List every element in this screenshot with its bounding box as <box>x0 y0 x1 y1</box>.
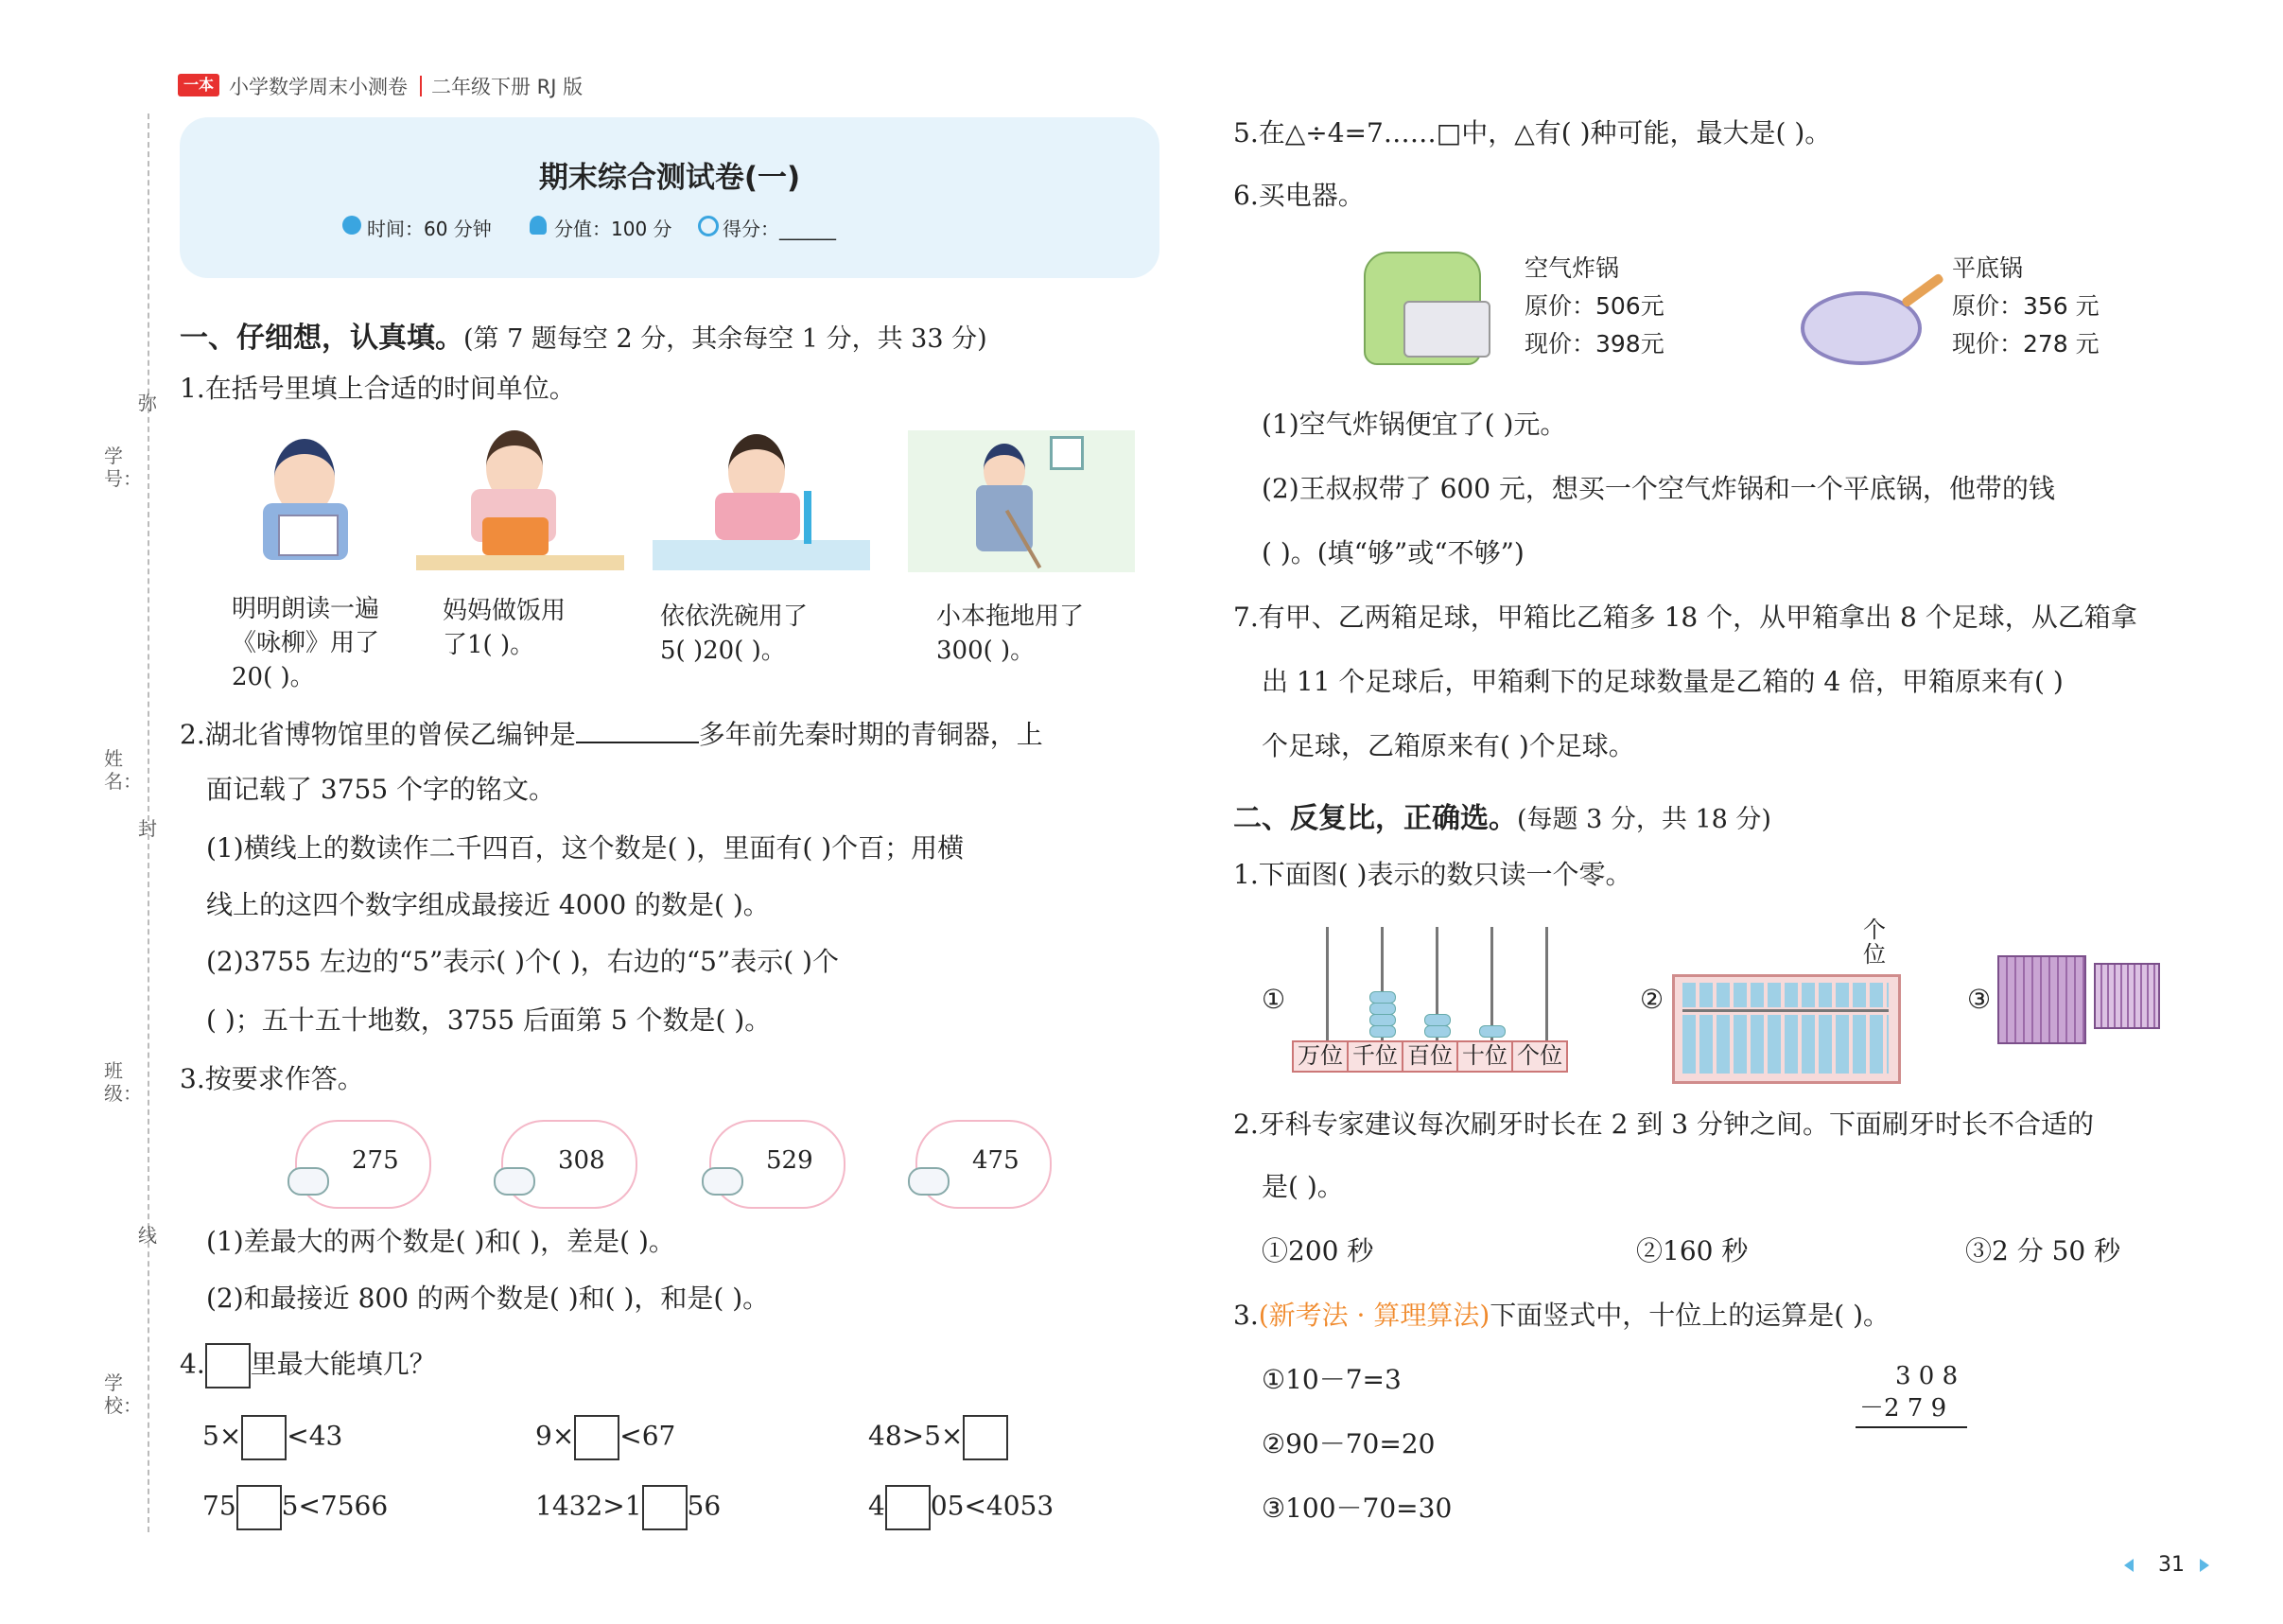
title-banner <box>180 117 1159 278</box>
q7-line3: 个足球，乙箱原来有( )个足球。 <box>1262 730 1635 761</box>
q2-answer-line[interactable] <box>576 717 699 743</box>
c1-option1-label: ① <box>1262 984 1286 1015</box>
section2-note: (每题 3 分，共 18 分) <box>1517 805 1771 834</box>
q2-line3: (1)横线上的数读作二千四百，这个数是( )，里面有( )个百；用横 <box>206 832 965 864</box>
answer-box[interactable] <box>205 1343 251 1388</box>
clock-icon <box>342 216 361 235</box>
q7-line2: 出 11 个足球后，甲箱剩下的足球数量是乙箱的 4 倍，甲箱原来有( ) <box>1262 666 2064 697</box>
place-label: 百位 <box>1402 1040 1458 1073</box>
answer-box[interactable] <box>236 1485 282 1530</box>
q3-line1: (1)差最大的两个数是( )和( )，差是( )。 <box>206 1226 675 1257</box>
grade-label: 二年级下册 RJ 版 <box>431 76 584 98</box>
prev-page-arrow-icon[interactable] <box>2124 1559 2134 1572</box>
c2-option2[interactable]: ②160 秒 <box>1636 1235 1749 1266</box>
q4-item-a1: 5× <43 <box>202 1415 342 1460</box>
place-label: 千位 <box>1347 1040 1403 1073</box>
reading-boy-illustration <box>244 435 367 568</box>
place-label: 十位 <box>1456 1040 1513 1073</box>
q2-line2: 面记载了 3755 个字的铭文。 <box>206 774 556 805</box>
q2-line1: 2.湖北省博物馆里的曾侯乙编钟是 多年前先秦时期的青铜器，上 <box>180 719 1043 750</box>
vertical-subtraction-top: 3 0 8 <box>1895 1362 1959 1390</box>
margin-xingming: 姓名： <box>104 747 142 793</box>
answer-box[interactable] <box>642 1485 688 1530</box>
section1-note: (第 7 题每空 2 分，其余每空 1 分，共 33 分) <box>463 324 987 354</box>
q2-line4: 线上的这四个数字组成最接近 4000 的数是( )。 <box>206 889 770 920</box>
margin-xuexiao: 学校： <box>104 1371 142 1417</box>
ribbon-icon <box>530 216 547 235</box>
q1-text: 1.在括号里填上合适的时间单位。 <box>180 373 576 404</box>
q2-line6: ( )；五十五十地数，3755 后面第 5 个数是( )。 <box>206 1004 772 1036</box>
number-cloud: 475 <box>915 1120 1052 1209</box>
q2-line5: (2)3755 左边的“5”表示( )个( )，右边的“5”表示( )个 <box>206 946 839 977</box>
margin-banji: 班级： <box>104 1059 142 1105</box>
c2-option3[interactable]: ③2 分 50 秒 <box>1965 1235 2121 1266</box>
answer-box[interactable] <box>963 1415 1008 1460</box>
frying-pan-illustration <box>1801 263 1943 367</box>
hundred-square-diagram <box>2094 963 2160 1029</box>
series-title: 小学数学周末小测卷 <box>229 76 408 98</box>
answer-box[interactable] <box>574 1415 619 1460</box>
next-page-arrow-icon[interactable] <box>2200 1559 2209 1572</box>
q4-item-b2: 1432>1 56 <box>535 1485 721 1530</box>
c3-option3[interactable]: ③100－70=30 <box>1262 1493 1453 1524</box>
vertical-subtraction-rule <box>1856 1426 1967 1428</box>
thousand-cube-diagram <box>1997 955 2086 1044</box>
number-cloud: 529 <box>709 1120 845 1209</box>
q4-item-b3: 4 05<4053 <box>868 1485 1054 1530</box>
answer-box[interactable] <box>885 1485 931 1530</box>
caption-3: 依依洗碗用了 5( )20( )。 <box>660 602 809 665</box>
q4-text: 4. 里最大能填几？ <box>180 1343 436 1388</box>
gewei-label: 个 位 <box>1863 917 1886 968</box>
page-title: 期末综合测试卷(一) <box>538 161 801 195</box>
number-cloud: 275 <box>295 1120 431 1209</box>
air-fryer-illustration <box>1358 242 1494 367</box>
q6-text: 6.买电器。 <box>1233 180 1365 211</box>
page-number: 31 <box>2158 1553 2185 1577</box>
section2-heading: 二、反复比，正确选。(每题 3 分，共 18 分) <box>1233 802 1771 835</box>
c1-text: 1.下面图( )表示的数只读一个零。 <box>1233 859 1632 890</box>
c1-option3-label: ③ <box>1967 984 1992 1015</box>
cloud-face-icon <box>494 1167 535 1196</box>
margin-mi: 弥 <box>138 392 157 414</box>
q6-line1: (1)空气炸锅便宜了( )元。 <box>1262 409 1567 440</box>
margin-xuehao: 学号： <box>104 445 142 490</box>
time-label: 时间：60 分钟 <box>367 218 492 240</box>
q6-line3: ( )。(填“够”或“不够”) <box>1262 537 1525 568</box>
margin-feng: 封 <box>138 817 157 840</box>
cloud-face-icon <box>908 1167 950 1196</box>
cloud-face-icon <box>702 1167 743 1196</box>
c1-option2-label: ② <box>1640 984 1664 1015</box>
c3-option2[interactable]: ②90－70=20 <box>1262 1428 1436 1459</box>
q3-text: 3.按要求作答。 <box>180 1063 364 1094</box>
q6-line2: (2)王叔叔带了 600 元，想买一个空气炸锅和一个平底锅，他带的钱 <box>1262 473 2055 504</box>
section1-heading: 一、仔细想，认真填。(第 7 题每空 2 分，其余每空 1 分，共 33 分) <box>180 322 987 355</box>
c2-line1: 2.牙科专家建议每次刷牙时长在 2 到 3 分钟之间。下面刷牙时长不合适的 <box>1233 1109 2094 1140</box>
total-score-label: 分值：100 分 <box>554 218 672 240</box>
c3-text: 3.(新考法 · 算理算法)下面竖式中，十位上的运算是( )。 <box>1233 1300 1891 1331</box>
new-method-tag: (新考法 · 算理算法) <box>1258 1300 1490 1331</box>
caption-2: 妈妈做饭用 了1( )。 <box>443 597 566 659</box>
place-label: 个位 <box>1511 1040 1568 1073</box>
score-label: 得分：______ <box>723 218 836 240</box>
counting-frame-diagram <box>1672 974 1901 1084</box>
c3-option1[interactable]: ①10－7=3 <box>1262 1364 1402 1395</box>
q7-line1: 7.有甲、乙两箱足球，甲箱比乙箱多 18 个，从甲箱拿出 8 个足球，从乙箱拿 <box>1233 602 2137 633</box>
place-label: 万位 <box>1292 1040 1349 1073</box>
abacus-diagram <box>1292 927 1576 1074</box>
margin-xian: 线 <box>138 1224 157 1247</box>
cloud-face-icon <box>288 1167 329 1196</box>
series-logo: 一本 <box>178 74 219 96</box>
mopping-boy-illustration <box>908 430 1135 572</box>
frying-pan-info: 平底锅 原价：356 元 现价：278 元 <box>1952 254 2100 358</box>
q3-line2: (2)和最接近 800 的两个数是( )和( )，和是( )。 <box>206 1283 770 1314</box>
caption-1: 明明朗读一遍 《咏柳》用了 20( )。 <box>232 595 380 691</box>
caption-4: 小本拖地用了 300( )。 <box>936 602 1085 665</box>
q5-text: 5.在△÷4=7……□中，△有( )种可能，最大是( )。 <box>1233 117 1832 148</box>
target-icon <box>698 216 719 236</box>
q4-item-a2: 9× <67 <box>535 1415 675 1460</box>
cooking-mom-illustration <box>416 430 624 572</box>
c2-line2: 是( )。 <box>1262 1171 1344 1202</box>
number-cloud: 308 <box>501 1120 637 1209</box>
q4-item-b1: 75 5<7566 <box>202 1485 388 1530</box>
air-fryer-info: 空气炸锅 原价：506元 现价：398元 <box>1525 254 1664 358</box>
answer-box[interactable] <box>241 1415 287 1460</box>
q4-item-a3: 48>5× <box>868 1415 1008 1460</box>
c2-option1[interactable]: ①200 秒 <box>1262 1235 1374 1266</box>
header-divider <box>420 76 422 96</box>
washing-dishes-illustration <box>653 430 870 572</box>
vertical-subtraction-bottom: －2 7 9 <box>1859 1394 1947 1423</box>
